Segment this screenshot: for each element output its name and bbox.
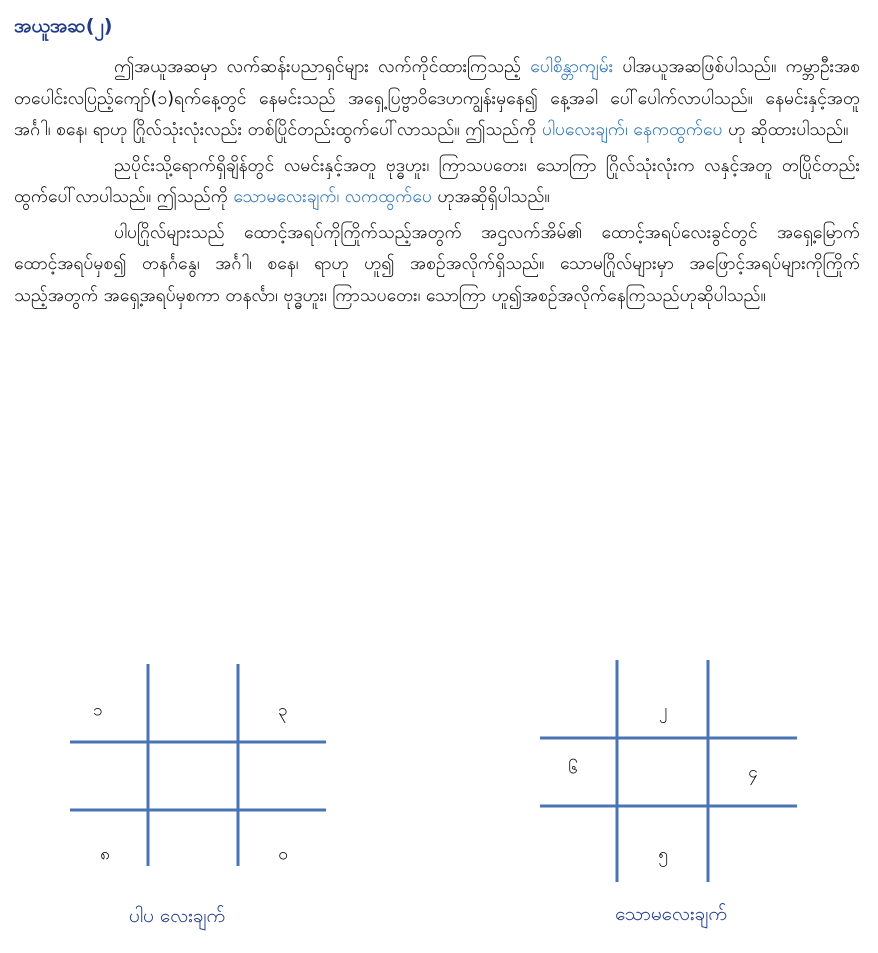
cell-number: ၈ [100,844,110,865]
highlight-text: ပါပလေးချက်၊ နေကထွက်ပေ [541,120,723,140]
section-heading: အယူအဆ(၂) [14,15,113,37]
paragraph-1 [14,52,860,147]
cell-number: ၀ [278,844,288,865]
highlight-text: ပေါစိန္တာကျမ်း [530,57,614,77]
text-run: ဟုအဆိုရှိပါသည်။ [431,187,550,207]
highlight-text: သောမလေးချက်၊ လကထွက်ပေ [233,187,432,207]
text-run: ဟု ဆိုထားပါသည်။ [722,120,849,140]
paragraph-3 [14,218,860,313]
thawma-grid-diagram [535,660,805,885]
papa-caption: ပါပ လေးချက် [128,905,226,927]
cell-number: ၃ [278,700,288,721]
thawma-caption: သောမလေးချက် [615,903,727,925]
cell-number: ၂ [658,700,668,721]
cell-number: ၅ [658,844,668,865]
cell-number: ၁ [93,700,103,721]
text-run: ပါအယူအဆဖြစ်ပါသည်။ ကမ္ဘာဦးအစ တပေါင်းလပြည့်ကျော်(၁)ရက်နေ့တွင် နေမင်းသည် အရှေ့ပြဗ္ဗာဝိဒေဟကျွန်းမှနေ၍ နေ့အခါ ပေါ်ပေါက်လာပါသည်။ နေမင်းနှင့်အတူ အင်္ဂါ၊ စနေ၊ ရာဟု ဂြိုလ်သုံးလုံးလည်း တစ်ပြိုင်တည်းထွက်ပေါ်လာသည်။ ဤသည်ကို [14,57,861,140]
text-run: ပါပဂြိုလ်များသည် ထောင့်အရပ်ကိုကြိုက်သည့်အတွက် အဌလက်အိမ်၏ ထောင့်အရပ်လေးခွင်တွင် အရှေ့မြောက်ထောင့်အရပ်မှစ၍ တနင်္ဂနွေ၊ အင်္ဂါ၊ စနေ၊ ရာဟု ဟူ၍ အစဉ်အလိုက်ရှိသည်။ သောမဂြိုလ်များမှာ အဖြောင့်အရပ်များကိုကြိုက်သည့်အတွက် အရှေ့အရပ်မှစကာ တနင်္လာ၊ ဗုဒ္ဓဟူး၊ ကြာသပတေး၊ သောကြာ ဟူ၍အစဉ်အလိုက်နေကြသည်ဟုဆိုပါသည်။ [14,222,860,306]
papa-grid-lines [60,660,340,870]
paragraph-2 [14,151,860,214]
papa-grid-diagram [60,660,340,870]
text-run: ညပိုင်းသို့ရောက်ရှိချိန်တွင် လမင်းနှင့်အတူ ဗုဒ္ဓဟူး၊ ကြာသပတေး၊ သောကြာ ဂြိုလ်သုံးလုံးက လနှင့်အတူ တပြိုင်တည်းထွက်ပေါ်လာပါသည်။ ဤသည်ကို [14,155,860,207]
body-text [14,52,860,316]
cell-number: ၆ [568,758,578,779]
cell-number: ၄ [748,762,758,783]
text-run: ဤအယူအဆမှာ လက်ဆန်းပညာရှင်များ လက်ကိုင်ထားကြသည့် [114,57,531,77]
